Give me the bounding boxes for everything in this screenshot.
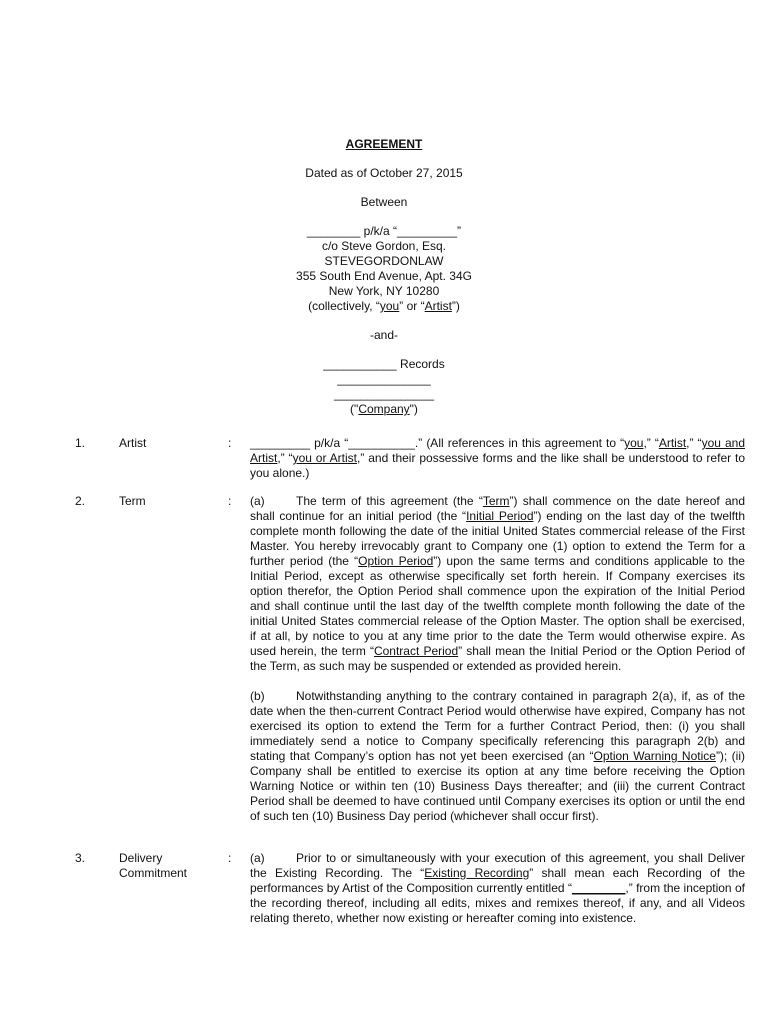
section-colon: : [228,494,232,508]
firm-line: STEVEGORDONLAW [324,254,444,268]
section-number: 2. [75,494,86,508]
section-body [250,851,745,926]
section-number: 1. [75,436,86,450]
artist-paragraph: _________ p/k/a “__________.” (All references in this agreement to “you,” “Artist,” “you and Artist,” “you or Artist,” and their possessive forms and the like shall be understood to refer to you alone.) [250,436,745,480]
records-line: ___________ Records [323,357,445,371]
artist-name-line: ________ p/k/a “_________” [306,224,462,238]
section-colon: : [228,436,232,450]
blank-line-1: ______________ [337,372,431,386]
blank-line-2: _______________ [333,387,435,401]
care-of-line: c/o Steve Gordon, Esq. [321,239,447,253]
collective-definition: (collectively, “you” or “Artist”) [308,299,460,313]
and-separator: -and- [369,328,398,342]
company-definition: ("Company") [350,402,418,416]
section-label: Artist [119,436,147,450]
address-line-1: 355 South End Avenue, Apt. 34G [296,269,472,283]
agreement-header [0,137,768,417]
delivery-paragraph-a: (a) Prior to or simultaneously with your execution of this agreement, you shall Deliver the Existing Recording. The “Existing Recording” shall mean each Recording of the performances by Artist of the Composition currently entitled “________,” from the inception of the recording thereof, including all edits, mixes and remixes thereof, if any, and all Videos relating thereto, whether now existing or hereafter coming into existence. [250,851,746,925]
term-paragraph-b: (b) Notwithstanding anything to the contrary contained in paragraph 2(a), if, as of the date when the then-current Contract Period would otherwise have expired, Company has not exercised its option to extend the Term for a further Contract Period, then: (i) you shall immediately send a notice to Company specifically referencing this paragraph 2(b) and stating that Company’s option has not yet been exercised (an “Option Warning Notice”); (ii) Company shall be entitled to exercise its option at any time before receiving the Option Warning Notice or within ten (10) Business Days thereafter; and (iii) the current Contract Period shall be deemed to have continued until Company exercises its option or until the end of such ten (10) Business Day period (whichever shall occur first). [250,689,746,823]
term-paragraph-a: (a) The term of this agreement (the “Term”) shall commence on the date hereof and shall continue for an initial period (the “Initial Period”) ending on the last day of the twelfth complete month following the date of the initial United States commercial release of the First Master. You hereby irrevocably grant to Company one (1) option to extend the Term for a further period (the “Option Period”) upon the same terms and conditions applicable to the Initial Period, except as otherwise specifically set forth herein. If Company exercises its option therefor, the Option Period shall commence upon the expiration of the Initial Period and shall continue until the last day of the twelfth complete month following the date of the initial United States commercial release of the Option Master. The option shall be exercised, if at all, by notice to you at any time prior to the date the Term would otherwise expire. As used herein, the term “Contract Period” shall mean the Initial Period or the Option Period of the Term, as such may be suspended or extended as provided herein. [250,494,746,673]
address-line-2: New York, NY 10280 [328,284,440,298]
section-label: Delivery Commitment [119,851,188,880]
section-number: 3. [75,851,86,865]
section-colon: : [228,851,232,865]
document-title: AGREEMENT [345,137,423,151]
between-line: Between [360,195,408,209]
dated-line: Dated as of October 27, 2015 [305,166,463,180]
section-body [250,494,745,824]
section-label: Term [119,494,146,508]
section-body [250,436,745,481]
